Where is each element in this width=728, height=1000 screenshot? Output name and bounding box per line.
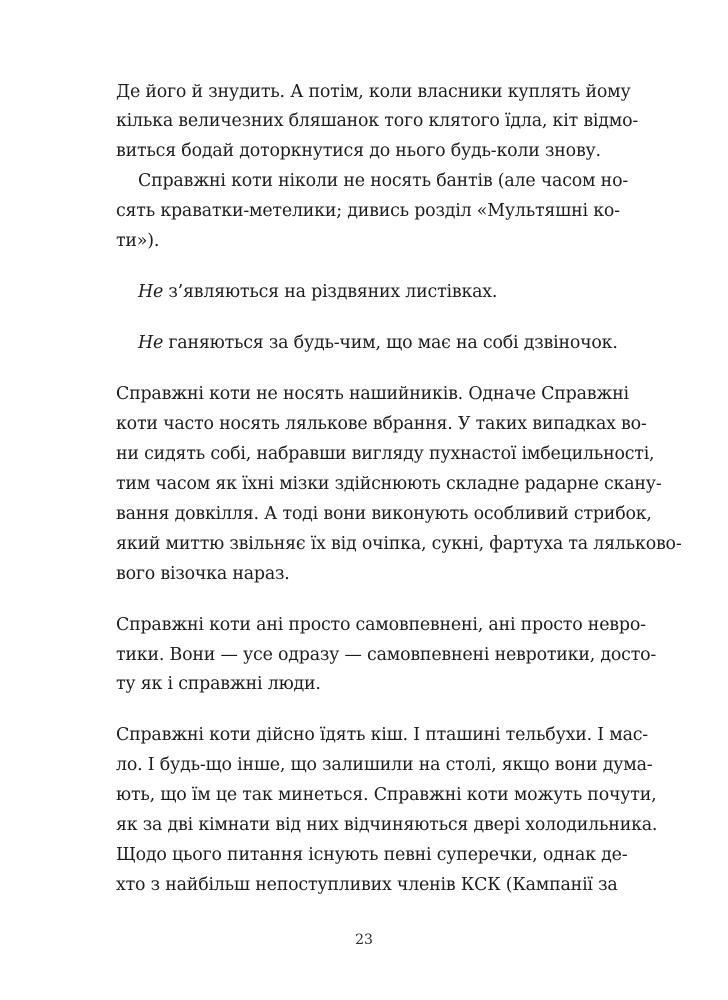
text-line: Де його й знудить. А потім, коли власники куплять йому bbox=[116, 82, 631, 102]
text-line: тики. Вони — усе одразу — самовпевнені невротики, досто- bbox=[116, 645, 657, 665]
text-line: сять краватки-метелики; дивись розділ «Мультяшні ко- bbox=[116, 201, 620, 221]
page-number: 23 bbox=[355, 932, 373, 948]
text-line: Справжні коти ані просто самовпевнені, ані просто невро- bbox=[116, 615, 646, 635]
text-line: хто з найбільш непоступливих членів КСК (Кампанії за bbox=[116, 875, 618, 895]
text-line: ло. І будь-що інше, що залишили на столі, якщо вони дума- bbox=[116, 755, 653, 775]
text-line: ють, що їм це так минеться. Справжні коти можуть почути, bbox=[116, 785, 657, 805]
paragraph-text: з’являються на різдвяних листівках. bbox=[163, 282, 498, 302]
text-line: вання довкілля. А тоді вони виконують особливий стрибок, bbox=[116, 504, 652, 524]
text-line: Справжні коти ніколи не носять бантів (але часом но- bbox=[138, 171, 629, 191]
text-line: виться бодай доторкнутися до нього будь-коли знову. bbox=[116, 141, 601, 161]
emphasis-word: Не bbox=[138, 333, 164, 353]
text-line: Щодо цього питання існують певні суперечки, однак де- bbox=[116, 845, 628, 865]
text-line: Справжні коти дійсно їдять кіш. І пташині тельбухи. І мас- bbox=[116, 725, 648, 745]
emphasis-word: Не bbox=[138, 282, 164, 302]
text-line: ни сидять собі, набравши вигляду пухнастої імбецильності, bbox=[116, 444, 655, 464]
text-line: вого візочка нараз. bbox=[116, 564, 290, 584]
text-line: Справжні коти не носять нашийників. Одначе Справжні bbox=[116, 384, 629, 404]
italic-lead-paragraph bbox=[116, 275, 616, 309]
text-line: тим часом як їхні мізки здійснюють складне радарне скану- bbox=[116, 474, 662, 494]
text-line: як за дві кімнати від них відчиняються двері холодильника. bbox=[116, 815, 658, 835]
book-page bbox=[116, 64, 682, 924]
paragraph-text: ганяються за будь-чим, що має на собі дзвіночок. bbox=[163, 333, 618, 353]
text-line: коти часто носять лялькове вбрання. У таких випадках во- bbox=[116, 414, 647, 434]
text-line: який миттю звільняє їх від очіпка, сукні, фартуха та ляльково- bbox=[116, 534, 682, 554]
italic-lead-paragraph bbox=[116, 326, 616, 360]
text-line: ту як і справжні люди. bbox=[116, 674, 321, 694]
text-line: ти»). bbox=[116, 231, 160, 251]
text-line: кілька величезних бляшанок того клятого їдла, кіт відмо- bbox=[116, 111, 639, 131]
